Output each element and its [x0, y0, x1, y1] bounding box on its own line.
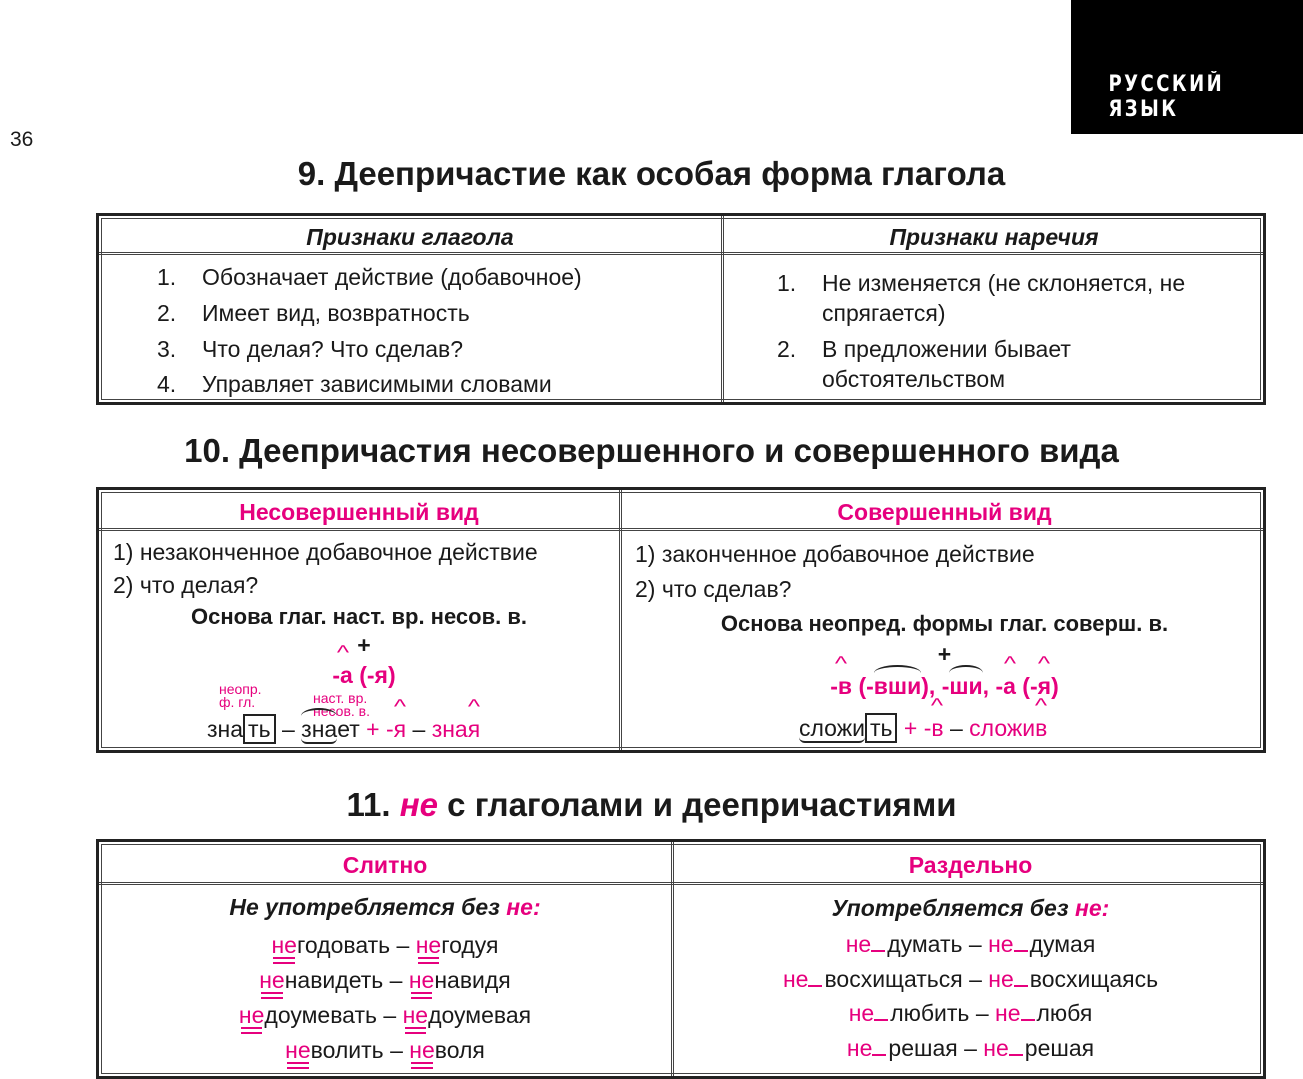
perfective-question: 2) что сделав? [635, 576, 792, 602]
verb-signs-header: Признаки глагола [306, 224, 514, 250]
perfective-header: Совершенный вид [837, 499, 1052, 525]
note-present: наст. вр. несов. в. [313, 690, 371, 719]
list-item: негодовать – негодуя [271, 932, 499, 958]
imperfective-suffix: ^ -а (-я) [99, 662, 629, 689]
section-11-table [96, 839, 1266, 1079]
separate-rule: Употребляется без не: [831, 895, 1110, 921]
imperfective-meaning: 1) незаконченное добавочное действие [113, 539, 538, 565]
section-9-title: 9. Деепричастие как особая форма глагола [297, 155, 1006, 192]
note-infinitive: неопр. ф. гл. [219, 681, 262, 710]
list-item: не любить – не любя [848, 1000, 1093, 1026]
plus-sign: + [937, 641, 952, 667]
section-11-title: 11. не с глаголами и деепричастиями [346, 786, 957, 823]
perfective-meaning: 1) законченное добавочное действие [635, 541, 1035, 567]
section-9-table [96, 213, 1266, 405]
section-10-table [96, 487, 1266, 753]
list-item: 1. Не изменяется (не склоняется, не [777, 270, 1186, 296]
plus-sign: + [357, 632, 371, 658]
list-item-cont: обстоятельством [822, 366, 1006, 392]
list-item: 1. Обозначает действие (добавочное) [157, 264, 582, 290]
list-item: ненавидеть – ненавидя [259, 967, 511, 993]
subject-banner [1071, 0, 1303, 134]
list-item: не восхищаться – не восхищаясь [782, 966, 1159, 992]
list-item: 2. В предложении бывает [777, 336, 1071, 362]
imperfective-base: Основа глаг. наст. вр. несов. в. [191, 604, 527, 629]
list-item: 3. Что делая? Что сделав? [157, 336, 464, 362]
perfective-suffixes: ^ -в (-вши), -ши, -^ а (-^ я) [622, 673, 1267, 700]
page-number: 36 [10, 128, 34, 151]
list-item: недоумевать – недоумевая [238, 1002, 532, 1028]
imperfective-example: зна ть – знает + -^ я – зна^ я [207, 716, 480, 743]
together-header: Слитно [342, 852, 428, 878]
list-item-cont: спрягается) [822, 300, 946, 326]
list-item: не думать – не думая [845, 931, 1096, 957]
perfective-base: Основа неопред. формы глаг. соверш. в. [720, 611, 1169, 636]
subject-title: РУССКИЙ ЯЗЫК [1108, 72, 1225, 122]
perfective-example: сложи ть + -^ в – сложи^ в [799, 715, 1047, 742]
section-10-title: 10. Деепричастия несовершенного и совершенного вида [184, 432, 1119, 469]
list-item: 4. Управляет зависимыми словами [157, 371, 552, 397]
separate-header: Раздельно [908, 852, 1033, 878]
list-item: не решая – не решая [846, 1035, 1095, 1061]
imperfective-question: 2) что делая? [113, 572, 259, 598]
list-item: неволить – неволя [285, 1037, 485, 1063]
list-item: 2. Имеет вид, возвратность [157, 300, 470, 326]
adverb-signs-header: Признаки наречия [889, 224, 1099, 250]
imperfective-header: Несовершенный вид [239, 499, 479, 525]
together-rule: Не употребляется без не: [229, 894, 541, 920]
